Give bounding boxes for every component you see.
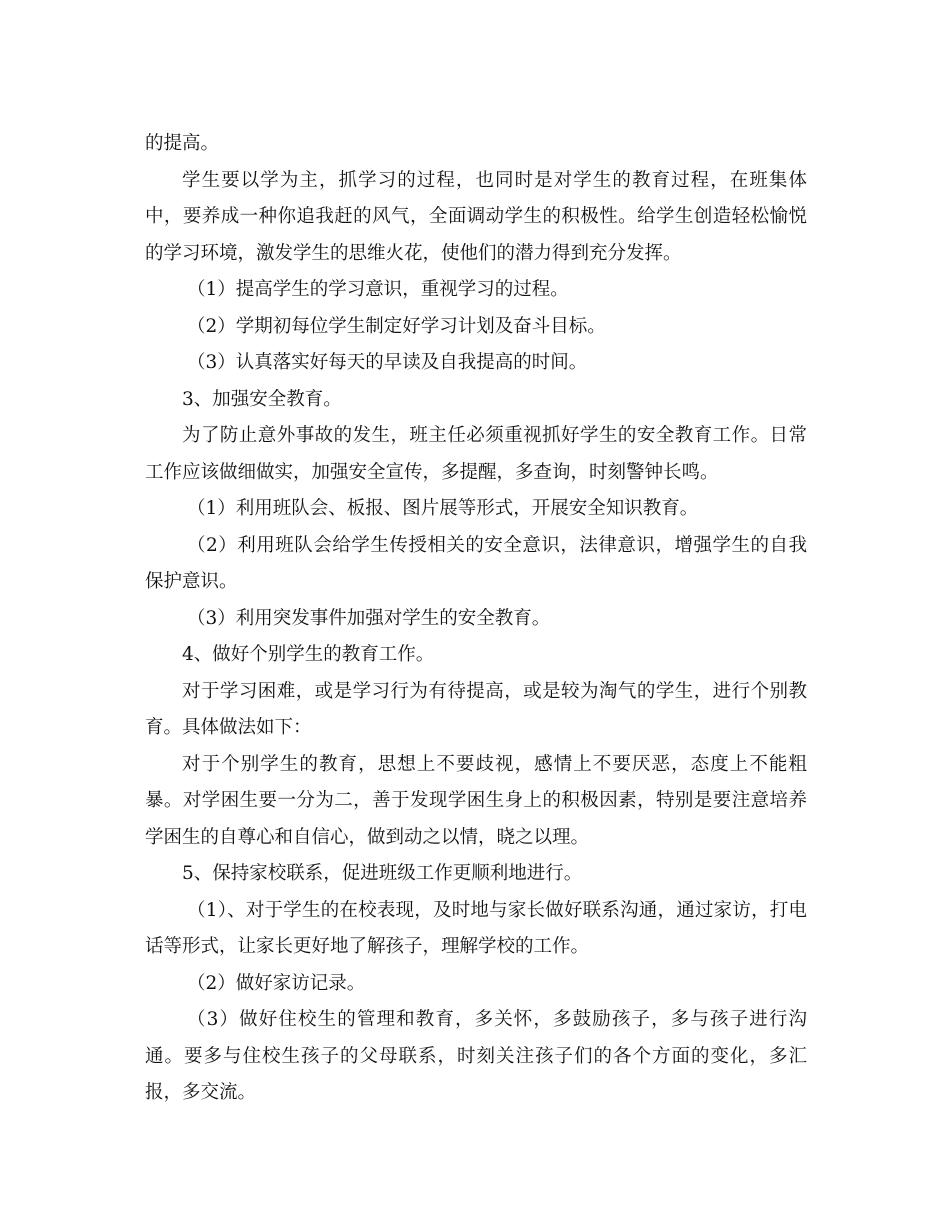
section-heading: 4、做好个别学生的教育工作。 <box>182 644 435 665</box>
list-item: （2）做好家访记录。 <box>187 972 366 994</box>
section-heading: 5、保持家校联系，促进班级工作更顺利地进行。 <box>182 863 583 884</box>
list-item: （1）提高学生的学习意识，重视学习的过程。 <box>187 279 569 300</box>
document-body <box>145 126 807 1112</box>
paragraph: 对于学习困难，或是学习行为有待提高，或是较为淘气的学生，进行个别教育。具体做法如下： <box>145 680 807 738</box>
paragraph: 为了防止意外事故的发生，班主任必须重视抓好学生的安全教育工作。日常工作应该做细做实，加强安全宣传，多提醒，多查询，时刻警钟长鸣。 <box>145 425 807 483</box>
list-item: （2）利用班队会给学生传授相关的安全意识，法律意识，增强学生的自我保护意识。 <box>145 534 807 592</box>
section-heading: 3、加强安全教育。 <box>182 388 342 410</box>
list-item: （3）做好住校生的管理和教育，多关怀，多鼓励孩子，多与孩子进行沟通。要多与住校生孩子的父母联系，时刻关注孩子们的各个方面的变化，多汇报，多交流。 <box>145 1009 807 1103</box>
paragraph: 的提高。 <box>145 133 220 154</box>
list-item: （1）、对于学生的在校表现，及时地与家长做好联系沟通，通过家访，打电话等形式，让家长更好地了解孩子，理解学校的工作。 <box>145 899 807 957</box>
paragraph: 对于个别学生的教育，思想上不要歧视，感情上不要厌恶，态度上不能粗暴。对学困生要一分为二，善于发现学困生身上的积极因素，特别是要注意培养学困生的自尊心和自信心，做到动之以情，晓之以理。 <box>145 753 807 848</box>
list-item: （1）利用班队会、板报、图片展等形式，开展安全知识教育。 <box>187 498 699 519</box>
list-item: （2）学期初每位学生制定好学习计划及奋斗目标。 <box>187 315 606 337</box>
list-item: （3）认真落实好每天的早读及自我提高的时间。 <box>187 352 588 373</box>
list-item: （3）利用突发事件加强对学生的安全教育。 <box>187 607 551 629</box>
paragraph: 学生要以学为主，抓学习的过程，也同时是对学生的教育过程，在班集体中，要养成一种你追我赶的风气，全面调动学生的积极性。给学生创造轻松愉悦的学习环境，激发学生的思维火花，使他们的潜力得到充分发挥。 <box>145 169 807 264</box>
